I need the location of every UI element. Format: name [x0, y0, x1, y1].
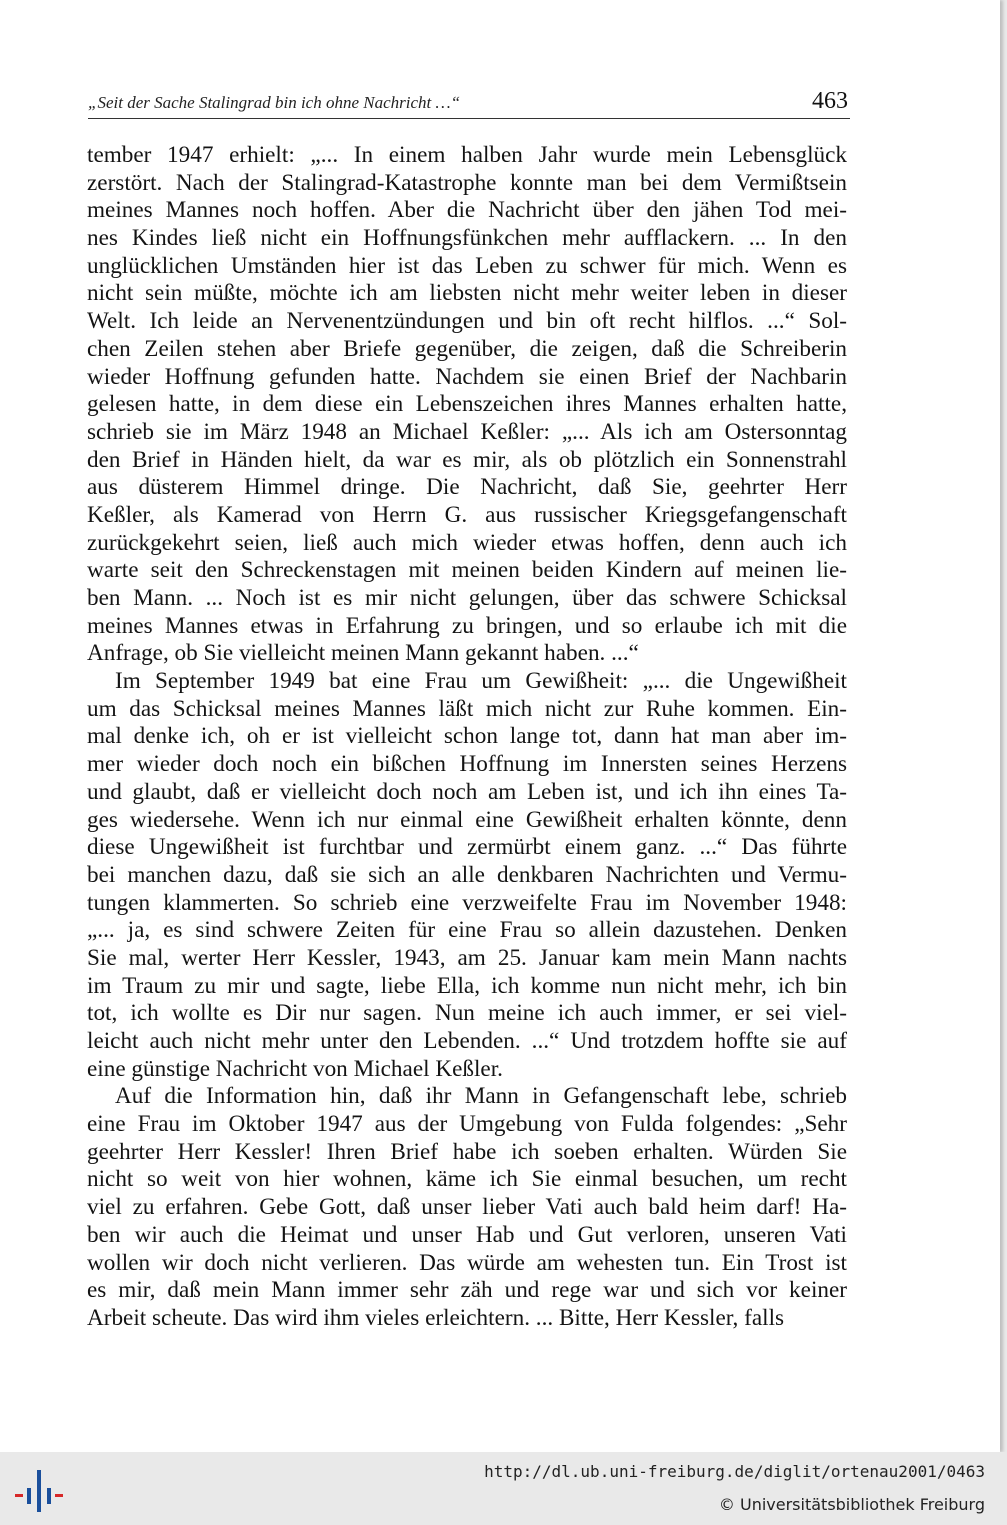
text-line: nicht so weit von hier wohnen, käme ich Sie einmal besuchen, um recht: [87, 1166, 847, 1193]
text-line: diese Ungewißheit ist furchtbar und zermürbt einem ganz. ...“ Das führte: [87, 834, 847, 861]
body-text: [87, 142, 847, 1333]
text-line: viel zu erfahren. Gebe Gott, daß unser lieber Vati auch bald heim darf! Ha-: [87, 1194, 847, 1221]
text-line: meines Mannes noch hoffen. Aber die Nachricht über den jähen Tod mei-: [87, 197, 847, 224]
text-line: wollen wir doch nicht verlieren. Das würde am wehesten tun. Ein Trost ist: [87, 1249, 847, 1276]
text-line: eine Frau im Oktober 1947 aus der Umgebung von Fulda folgendes: „Sehr: [87, 1111, 847, 1138]
library-logo-icon: [14, 1466, 64, 1516]
text-line: Keßler, als Kamerad von Herrn G. aus russischer Kriegsgefangenschaft: [87, 501, 847, 528]
text-line: Arbeit scheute. Das wird ihm vieles erleichtern. ... Bitte, Herr Kessler, falls: [87, 1304, 785, 1331]
text-line: geehrter Herr Kessler! Ihren Brief habe ich soeben erhalten. Würden Sie: [87, 1138, 847, 1165]
running-header: [88, 86, 850, 119]
text-line: Auf die Information hin, daß ihr Mann in Gefangenschaft lebe, schrieb: [115, 1083, 847, 1110]
text-line: nes Kindes ließ nicht ein Hoffnungsfünkchen mehr aufflackern. ... In den: [87, 225, 847, 252]
text-line: unglücklichen Umständen hier ist das Leben zu schwer für mich. Wenn es: [87, 252, 847, 279]
text-line: gelesen hatte, in dem diese ein Lebenszeichen ihres Mannes erhalten hatte,: [87, 391, 847, 418]
text-line: leicht auch nicht mehr unter den Lebenden. ...“ Und trotzdem hoffte sie auf: [87, 1028, 847, 1054]
text-line: den Brief in Händen hielt, da war es mir, als ob plötzlich ein Sonnenstrahl: [87, 446, 847, 473]
text-line: schrieb sie im März 1948 an Michael Keßler: „... Als ich am Ostersonntag: [87, 418, 847, 445]
text-line: tot, ich wollte es Dir nur sagen. Nun meine ich auch immer, er sei viel-: [87, 1000, 847, 1027]
viewer-footer: [0, 1452, 1007, 1525]
text-line: tungen klammerten. So schrieb eine verzweifelte Frau im November 1948:: [87, 889, 847, 916]
text-line: zerstört. Nach der Stalingrad-Katastrophe konnte man bei dem Vermißtsein: [87, 169, 847, 196]
text-line: mer wieder doch noch ein bißchen Hoffnung im Innersten seines Herzens: [87, 751, 847, 778]
text-line: und glaubt, daß er vielleicht doch noch am Leben ist, und ich ihn eines Ta-: [87, 778, 847, 805]
page-number: 463: [812, 88, 848, 114]
text-line: es mir, daß mein Mann immer sehr zäh und rege war und sich vor keiner: [87, 1277, 847, 1304]
text-line: ben wir auch die Heimat und unser Hab und Gut verloren, unseren Vati: [87, 1221, 847, 1248]
text-line: ben Mann. ... Noch ist es mir nicht gelungen, über das schwere Schicksal: [87, 585, 847, 611]
text-line: tember 1947 erhielt: „... In einem halben Jahr wurde mein Lebensglück: [87, 142, 847, 168]
paragraph: [87, 668, 847, 1083]
text-line: Im September 1949 bat eine Frau um Gewißheit: „... die Ungewißheit: [115, 668, 847, 695]
paragraph: [87, 142, 847, 668]
text-line: mal denke ich, oh er ist vielleicht schon lange tot, dann hat man aber im-: [87, 723, 847, 750]
source-url[interactable]: http://dl.ub.uni-freiburg.de/diglit/ortenau2001/0463: [484, 1462, 985, 1481]
text-line: „... ja, es sind schwere Zeiten für eine Frau so allein dazustehen. Denken: [87, 917, 847, 944]
paragraph: [87, 1083, 847, 1332]
text-line: Welt. Ich leide an Nervenentzündungen und bin oft recht hilflos. ...“ Sol-: [87, 308, 847, 335]
text-line: bei manchen dazu, daß sie sich an alle denkbaren Nachrichten und Vermu-: [87, 861, 847, 888]
text-line: um das Schicksal meines Mannes läßt mich nicht zur Ruhe kommen. Ein-: [87, 695, 847, 722]
text-line: nicht sein müßte, möchte ich am liebsten nicht mehr weiter leben in dieser: [87, 280, 847, 307]
text-line: eine günstige Nachricht von Michael Keßler.: [87, 1055, 503, 1082]
text-line: wieder Hoffnung gefunden hatte. Nachdem sie einen Brief der Nachbarin: [87, 363, 847, 390]
text-line: aus düsterem Himmel dringe. Die Nachricht, daß Sie, geehrter Herr: [87, 474, 847, 501]
text-line: Sie mal, werter Herr Kessler, 1943, am 25. Januar kam mein Mann nachts: [87, 944, 847, 971]
text-line: Anfrage, ob Sie vielleicht meinen Mann gekannt haben. ...“: [87, 640, 639, 667]
running-title: „Seit der Sache Stalingrad bin ich ohne Nachricht …“: [88, 93, 461, 112]
text-line: warte seit den Schreckenstagen mit meinen beiden Kindern auf meinen lie-: [87, 557, 847, 584]
text-line: ges wiedersehe. Wenn ich nur einmal eine Gewißheit erhalten könnte, denn: [87, 806, 847, 833]
text-line: chen Zeilen stehen aber Briefe gegenüber, die zeigen, daß die Schreiberin: [87, 335, 847, 362]
copyright-notice: © Universitätsbibliothek Freiburg: [718, 1495, 985, 1514]
text-line: meines Mannes etwas in Erfahrung zu bringen, und so erlaube ich mit die: [87, 612, 847, 639]
text-line: im Traum zu mir und sagte, liebe Ella, ich komme nun nicht mehr, ich bin: [87, 972, 847, 999]
text-line: zurückgekehrt seien, ließ auch mich wieder etwas hoffen, denn auch ich: [87, 529, 847, 556]
